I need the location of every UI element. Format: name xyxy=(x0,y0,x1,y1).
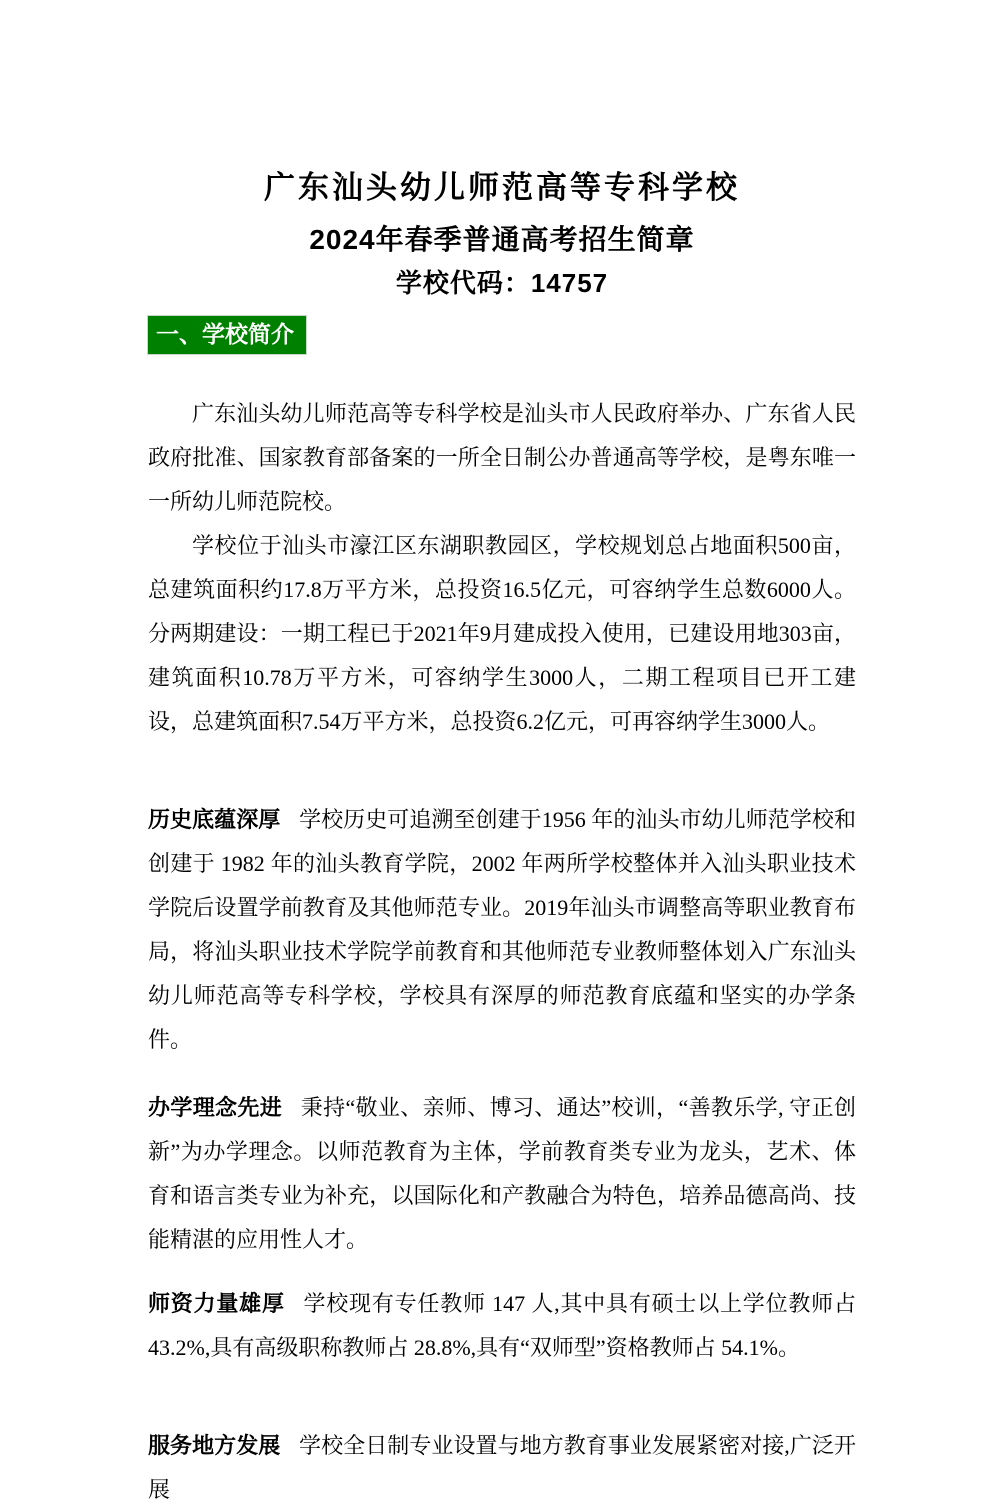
paragraph-lead: 历史底蕴深厚 xyxy=(148,807,281,832)
paragraph-text: 秉持“敬业、亲师、博习、通达”校训，“善教乐学, 守正创新”为办学理念。以师范教育为主体，学前教育类专业为龙头，艺术、体育和语言类专业为补充，以国际化和产教融合为特色，培养品德高尚、技能精湛的应用性人才。 xyxy=(148,1095,856,1252)
school-name-title: 广东汕头幼儿师范高等专科学校 xyxy=(264,170,740,206)
paragraph-faculty xyxy=(148,1282,856,1370)
paragraph-history xyxy=(148,798,856,1062)
paragraph-text: 学校位于汕头市濠江区东湖职教园区，学校规划总占地面积500亩，总建筑面积约17.8万平方米，总投资16.5亿元，可容纳学生总数6000人。分两期建设：一期工程已于2021年9月建成投入使用，已建设用地303亩，建筑面积10.78万平方米，可容纳学生3000人，二期工程项目已开工建设，总建筑面积7.54万平方米，总投资6.2亿元，可再容纳学生3000人。 xyxy=(148,533,856,734)
paragraph-lead: 办学理念先进 xyxy=(148,1095,283,1120)
paragraph-text: 学校现有专任教师 147 人,其中具有硕士以上学位教师占 43.2%,具有高级职称教师占 28.8%,具有“双师型”资格教师占 54.1%。 xyxy=(148,1291,856,1360)
paragraph-text: 学校全日制专业设置与地方教育事业发展紧密对接,广泛开展 xyxy=(148,1433,856,1502)
paragraph-lead: 师资力量雄厚 xyxy=(148,1291,285,1316)
admissions-subtitle: 2024年春季普通高考招生简章 xyxy=(309,224,695,255)
paragraph-philosophy xyxy=(148,1086,856,1262)
paragraph-campus xyxy=(148,524,856,744)
paragraph-local-service xyxy=(148,1424,856,1512)
paragraph-lead: 服务地方发展 xyxy=(148,1433,281,1458)
school-code-line: 学校代码：14757 xyxy=(395,268,609,298)
paragraph-intro xyxy=(148,392,856,524)
section-heading-school-intro: 一、学校简介 xyxy=(148,316,306,354)
paragraph-text: 学校历史可追溯至创建于1956 年的汕头市幼儿师范学校和创建于 1982 年的汕头教育学院，2002 年两所学校整体并入汕头职业技术学院后设置学前教育及其他师范专业。2019年汕头市调整高等职业教育布局，将汕头职业技术学院学前教育和其他师范专业教师整体划入广东汕头幼儿师范高等专科学校，学校具有深厚的师范教育底蕴和坚实的办学条件。 xyxy=(148,807,856,1052)
paragraph-text: 广东汕头幼儿师范高等专科学校是汕头市人民政府举办、广东省人民政府批准、国家教育部备案的一所全日制公办普通高等学校，是粤东唯一一所幼儿师范院校。 xyxy=(148,401,856,514)
